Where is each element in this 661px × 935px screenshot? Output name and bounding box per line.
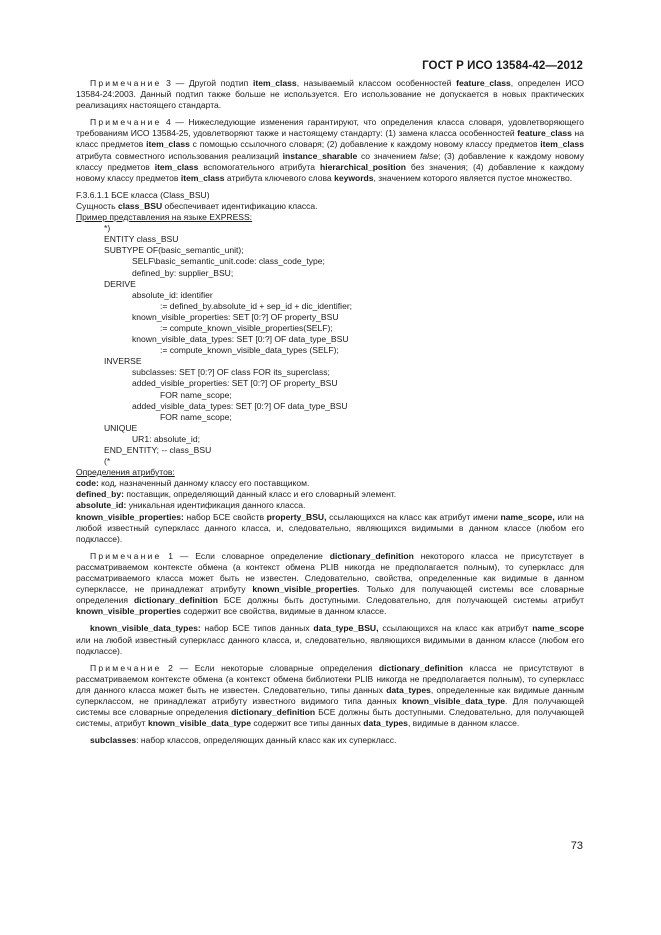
attr-absolute-id: absolute_id: уникальная идентификация данного класса. bbox=[76, 500, 306, 511]
note-3: Примечание 3 — Другой подтип item_class, называемый классом особенностей feature_class, определен ИСО 13584-24:2003. Данный подтип также больше не используется. Его использование не допускается в новых практических реализациях настоящего стандарта. bbox=[76, 78, 584, 111]
code-line: := compute_known_visible_data_types (SELF); bbox=[160, 345, 339, 356]
section-heading: F.3.6.1.1 БСЕ класса (Class_BSU) bbox=[76, 189, 210, 200]
note-4: Примечание 4 — Нижеследующие изменения гарантируют, что определения класса словаря, удовлетворяющего требованиям ИСО 13584-25, удовлетворяют также и настоящему стандарту: (1) замена класса особенностей feature_class на класс предметов item_class с помощью ссылочного словаря; (2) добавление к каждому новому классу предметов item_class атрибута совместного использования реализаций instance_sharable со значением false; (3) добавление к каждому новому классу предметов item_class вспомогательного атрибута hierarchical_position без значения; (4) добавление к каждому новому классу предметов item_class атрибута ключевого слова keywords, значением которого является пустое множество. bbox=[76, 117, 584, 183]
attr-code: code: код, назначенный данному классу его поставщиком. bbox=[76, 478, 310, 489]
code-line: added_visible_data_types: SET [0:?] OF data_type_BSU bbox=[132, 400, 348, 411]
code-line: := compute_known_visible_properties(SELF); bbox=[160, 322, 333, 333]
code-line: SUBTYPE OF(basic_semantic_unit); bbox=[104, 245, 244, 256]
attr-known-visible-properties: known_visible_properties: набор БСЕ свойств property_BSU, ссылающихся на класс как атрибут имени name_scope, или на любой известный суперкласс данного класса, и, следовательно, являющихся видимыми в данном классе (любом его подклассе). bbox=[76, 511, 584, 544]
page-body bbox=[76, 78, 584, 752]
code-line: (* bbox=[104, 456, 111, 467]
express-code-block bbox=[76, 223, 584, 467]
code-line: FOR name_scope; bbox=[160, 411, 232, 422]
code-line: := defined_by.absolute_id + sep_id + dic_identifier; bbox=[160, 300, 353, 311]
code-line: absolute_id: identifier bbox=[132, 289, 213, 300]
note-label: Примечание bbox=[90, 117, 162, 128]
note-1: Примечание 1 — Если словарное определение dictionary_definition некоторого класса не присутствует в рассматриваемом контексте обмена (а контекст обмена PLIB никогда не предполагается полным), то суперкласс для рассматриваемого класса может быть не известен. Следовательно, свойства, определенные как видимые в данном суперклассе, не принадлежат атрибуту known_visible_properties. Только для получающей системы все словарные определения dictionary_definition БСЕ должны быть доступными. Следовательно, для получающей системы атрибут known_visible_properties содержит все свойства, видимые в данном классе. bbox=[76, 550, 585, 617]
code-line: subclasses: SET [0:?] OF class FOR its_superclass; bbox=[132, 367, 330, 378]
page-number: 73 bbox=[570, 840, 583, 852]
code-line: FOR name_scope; bbox=[160, 389, 232, 400]
code-line: known_visible_properties: SET [0:?] OF property_BSU bbox=[132, 311, 339, 322]
code-line: added_visible_properties: SET [0:?] OF property_BSU bbox=[132, 378, 338, 389]
code-line: defined_by: supplier_BSU; bbox=[132, 267, 234, 278]
code-line: SELF\basic_semantic_unit.code: class_code_type; bbox=[132, 256, 325, 267]
code-line: DERIVE bbox=[104, 278, 136, 289]
note-label: Примечание bbox=[90, 662, 162, 673]
example-label: Пример представления на языке EXPRESS: bbox=[76, 212, 253, 223]
code-line: known_visible_data_types: SET [0:?] OF data_type_BSU bbox=[132, 334, 349, 345]
attributes-label: Определения атрибутов: bbox=[76, 467, 175, 478]
attr-known-visible-data-types: known_visible_data_types: набор БСЕ типов данных data_type_BSU, ссылающихся на класс как атрибут name_scope или на любой известный суперкласс данного класса, и, следовательно, являющихся видимыми в данном классе (любом его подклассе). bbox=[76, 623, 584, 656]
code-line: UNIQUE bbox=[104, 422, 138, 433]
note-label: Примечание bbox=[90, 78, 162, 88]
standard-header: ГОСТ Р ИСО 13584-42—2012 bbox=[422, 60, 583, 72]
code-line: ENTITY class_BSU bbox=[104, 234, 179, 245]
attr-subclasses: subclasses: набор классов, определяющих данный класс как их суперкласс. bbox=[90, 735, 397, 746]
code-line: *) bbox=[104, 223, 111, 234]
code-line: INVERSE bbox=[104, 356, 142, 367]
entity-description: Сущность class_BSU обеспечивает идентификацию класса. bbox=[76, 200, 318, 211]
code-line: END_ENTITY; -- class_BSU bbox=[104, 445, 212, 455]
attr-defined-by: defined_by: поставщик, определяющий данный класс и его словарный элемент. bbox=[76, 489, 397, 500]
note-label: Примечание bbox=[90, 550, 162, 561]
note-2: Примечание 2 — Если некоторые словарные определения dictionary_definition класса не присутствуют в рассматриваемом контексте обмена (а контекст обмена библиотеки PLIB никогда не предполагается полным), то суперкласс для данного класса может быть не известен. Следовательно, типы данных data_types, определенные как видимые данным суперклассом, не принадлежат атрибуту известного видимого типа данных known_visible_data_type. Для получающей системы все словарные определения dictionary_definition БСЕ должны быть доступными. Следовательно, для получающей системы, атрибут known_visible_data_type содержит все типы данных data_types, видимые в данном классе. bbox=[76, 662, 584, 729]
code-line: UR1: absolute_id; bbox=[132, 433, 200, 444]
